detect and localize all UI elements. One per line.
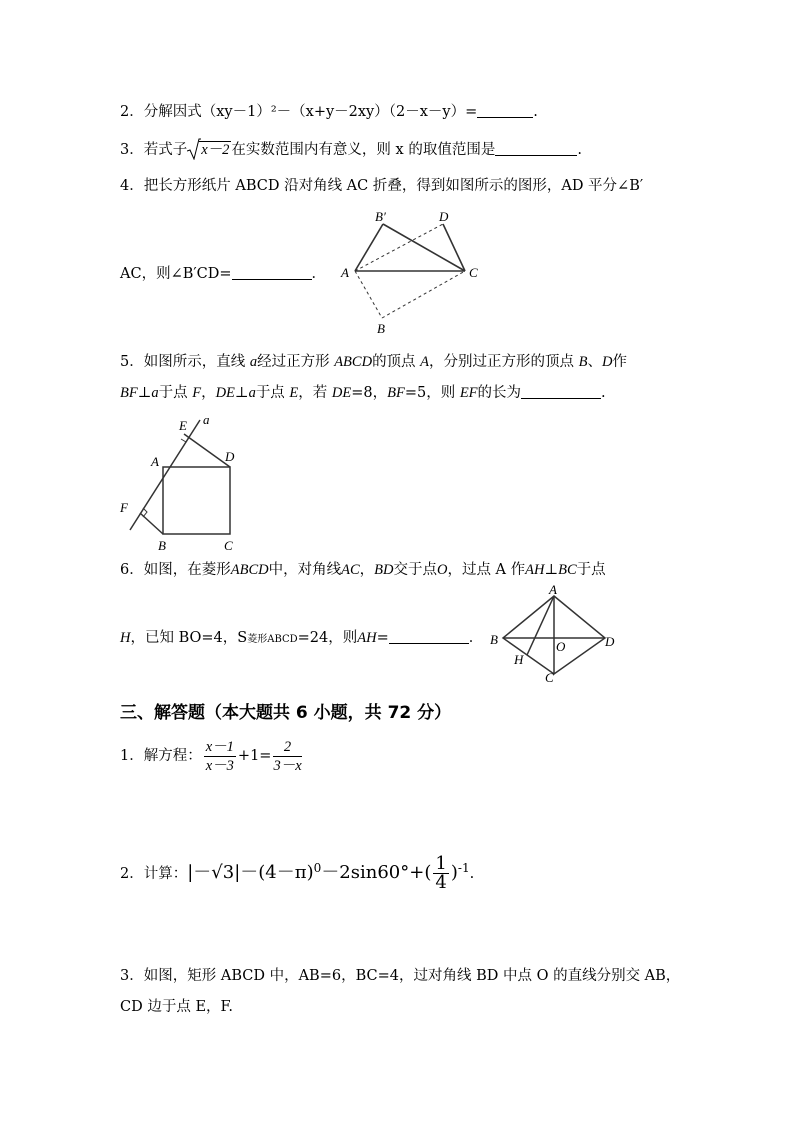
question-4-line1: 4．把长方形纸片 ABCD 沿对角线 AC 折叠，得到如图所示的图形，AD 平分∠B′ <box>120 178 644 194</box>
question-2: 2．分解因式（xy－1）²－（x+y－2xy）（2－x－y）= . <box>120 104 538 120</box>
segment-de <box>184 434 230 467</box>
problem-2: 2．计算：$|-√3|-(4-\pi)^0-2\sin 60^\circ+$( $\frac{1}{4}$ )$^{-1}$. <box>120 853 475 894</box>
label-o: O <box>556 639 566 654</box>
answer-blank[interactable] <box>521 383 601 399</box>
answer-blank[interactable] <box>495 140 577 156</box>
answer-blank[interactable] <box>389 628 469 644</box>
label-d: D <box>439 209 449 224</box>
fraction-right: $\frac{2}{3-x}$ <box>273 738 302 774</box>
rhombus-figure <box>487 582 622 686</box>
label-b: B <box>158 538 166 553</box>
label-d: D <box>605 634 615 649</box>
label-a: A <box>549 582 557 597</box>
label-b-prime: B′ <box>375 209 386 224</box>
problem-1: 1．解方程： $\frac{x-1}{x-3}$ +1= $\frac{2}{3-x}$ <box>120 738 302 774</box>
question-5-line1: 5．如图所示，直线 a经过正方形 ABCD的顶点 A，分别过正方形的顶点 B、D作 <box>120 354 627 370</box>
label-b: B <box>490 632 498 647</box>
question-4-line2: AC，则∠B′CD= ． <box>120 266 327 282</box>
label-c: C <box>224 538 233 553</box>
problem-3-line1: 3．如图，矩形 ABCD 中，AB=6，BC=4，过对角线 BD 中点 O 的直线分别交 AB， <box>120 968 681 984</box>
fraction-left: $\frac{x-1}{x-3}$ <box>205 738 234 774</box>
label-c: C <box>545 670 554 685</box>
answer-blank[interactable] <box>477 102 533 118</box>
sqrt-expression: x－2 <box>187 140 231 160</box>
question-3: 3．若式子 x－2 在实数范围内有意义，则 x 的取值范围是 . <box>120 140 582 160</box>
segment-ah <box>527 596 554 655</box>
label-f: F <box>120 500 128 515</box>
fold-figure <box>335 205 495 335</box>
label-a: A <box>341 265 349 280</box>
label-c: C <box>469 265 478 280</box>
square-figure <box>115 410 250 558</box>
question-5-line2: BF⊥a于点 F，DE⊥a于点 E，若 DE=8，BF=5，则 EF的长为 . <box>120 385 606 401</box>
square-abcd <box>163 467 230 534</box>
question-6-line2: H，已知 BO=4，S菱形ABCD=24，则AH= ． <box>120 630 484 646</box>
answer-blank[interactable] <box>232 264 312 280</box>
label-b: B <box>377 321 385 336</box>
label-h: H <box>514 652 524 667</box>
fraction-quarter: $\frac{1}{4}$ <box>435 853 447 894</box>
label-line-a: a <box>203 412 210 427</box>
question-6-line1: 6．如图，在菱形ABCD中，对角线AC，BD交于点O，过点 A 作AH⊥BC于点 <box>120 562 606 578</box>
label-e: E <box>179 418 187 433</box>
label-a: A <box>151 454 159 469</box>
fold-solid-lines <box>355 224 465 271</box>
label-d: D <box>225 449 235 464</box>
section-heading: 三、解答题（本大题共 6 小题，共 72 分） <box>120 703 452 723</box>
problem-3-line2: CD 边于点 E，F. <box>120 999 233 1015</box>
